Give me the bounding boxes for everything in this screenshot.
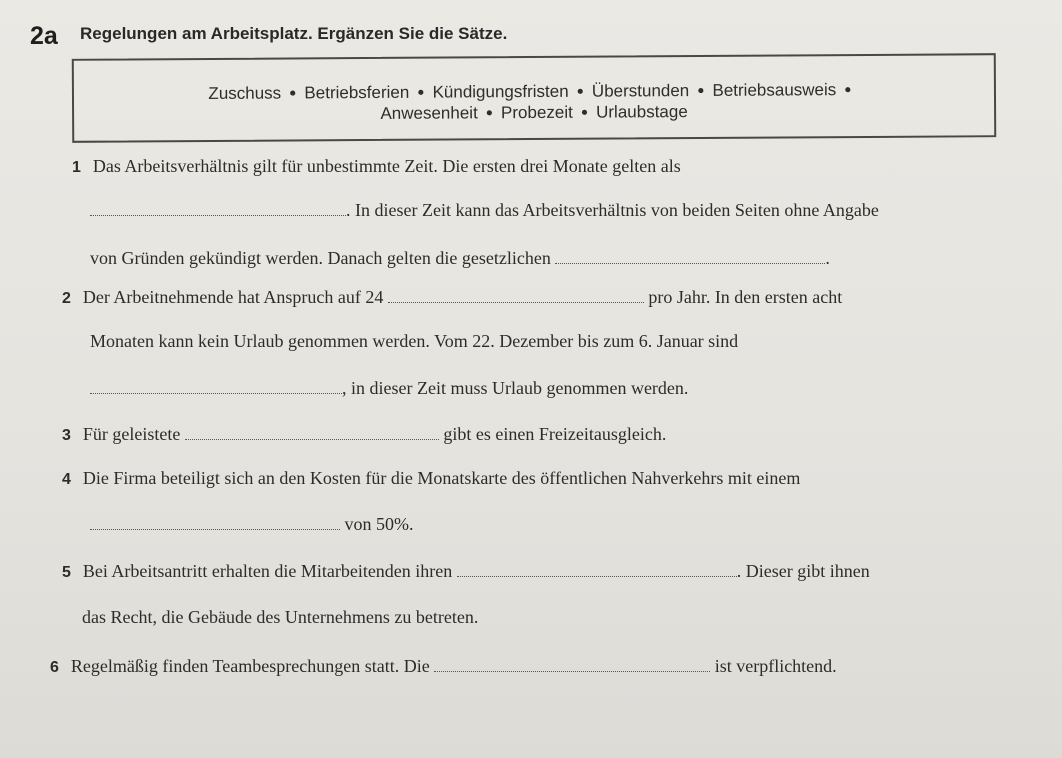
answer-blank[interactable] (90, 379, 342, 394)
sentence-text: Für geleistete (82, 424, 181, 444)
sentence-text: Monaten kann kein Urlaub genommen werden. Vom 22. Dezember bis zum 6. Januar sind (90, 331, 739, 351)
sentence-1-line-1 (72, 156, 681, 177)
sentence-text: von 50%. (344, 514, 414, 534)
sentence-text: . Dieser gibt ihnen (736, 561, 870, 581)
sentence-5-line-2 (82, 607, 478, 628)
sentence-text: Das Arbeitsverhältnis gilt für unbestimmte Zeit. Die ersten drei Monate gelten als (92, 156, 681, 176)
word-chip: Zuschuss (208, 83, 282, 103)
sentence-text: pro Jahr. In den ersten acht (648, 287, 843, 307)
sentence-number: 3 (62, 427, 71, 444)
word-chip: Kündigungsfristen (432, 81, 569, 102)
bullet-separator: ● (697, 82, 705, 98)
word-chip: Anwesenheit (380, 103, 478, 123)
sentence-number: 5 (62, 564, 71, 581)
word-chip: Probezeit (500, 102, 573, 123)
sentence-4-line-2 (90, 514, 414, 535)
sentence-1-line-2 (90, 200, 879, 221)
task-title: Regelungen am Arbeitsplatz. Ergänzen Sie die Sätze. (80, 24, 508, 43)
answer-blank[interactable] (555, 249, 825, 264)
sentence-text: gibt es einen Freizeitausgleich. (443, 424, 667, 444)
answer-blank[interactable] (185, 425, 439, 440)
sentence-text: . (825, 248, 830, 268)
word-chip: Urlaubstage (596, 102, 688, 122)
sentence-5-line-1 (62, 561, 870, 582)
word-chip: Betriebsferien (304, 82, 410, 103)
answer-blank[interactable] (388, 288, 644, 303)
sentence-text: . In dieser Zeit kann das Arbeitsverhältnis von beiden Seiten ohne Angabe (346, 200, 879, 220)
task-number: 2a (30, 22, 58, 50)
bullet-separator: ● (576, 83, 584, 98)
sentence-6-line-1 (50, 656, 837, 677)
sentence-text: Der Arbeitnehmende hat Anspruch auf 24 (82, 287, 384, 307)
sentence-number: 2 (62, 290, 71, 307)
word-box (72, 53, 996, 143)
sentence-text: ist verpflichtend. (714, 656, 837, 676)
sentence-1-line-3 (90, 248, 830, 269)
sentence-text: Regelmäßig finden Teambesprechungen statt. Die (70, 656, 430, 676)
sentence-text: Die Firma beteiligt sich an den Kosten für die Monatskarte des öffentlichen Nahverkehrs mit einem (82, 468, 801, 488)
word-chip: Überstunden (591, 81, 690, 101)
bullet-separator: ● (580, 104, 589, 119)
sentence-2-line-1 (62, 287, 842, 308)
sentence-text: , in dieser Zeit muss Urlaub genommen werden. (342, 378, 689, 398)
sentence-number: 6 (50, 659, 59, 676)
answer-blank[interactable] (457, 562, 737, 577)
sentence-number: 1 (72, 159, 81, 176)
sentence-text: von Gründen gekündigt werden. Danach gelten die gesetzlichen (90, 248, 551, 268)
sentence-4-line-1 (62, 468, 800, 489)
word-box-row-2 (74, 100, 994, 126)
sentence-2-line-2 (90, 331, 738, 352)
bullet-separator: ● (844, 82, 852, 97)
sentence-number: 4 (62, 471, 71, 488)
answer-blank[interactable] (90, 515, 340, 530)
word-chip: Betriebsausweis (712, 80, 837, 100)
bullet-separator: ● (485, 105, 494, 120)
answer-blank[interactable] (90, 201, 346, 216)
sentence-3-line-1 (62, 424, 666, 445)
sentence-text: das Recht, die Gebäude des Unternehmens zu betreten. (82, 607, 479, 627)
bullet-separator: ● (289, 85, 297, 100)
answer-blank[interactable] (434, 657, 710, 672)
bullet-separator: ● (417, 84, 425, 99)
sentence-text: Bei Arbeitsantritt erhalten die Mitarbeitenden ihren (82, 561, 453, 581)
sentence-2-line-3 (90, 378, 688, 399)
